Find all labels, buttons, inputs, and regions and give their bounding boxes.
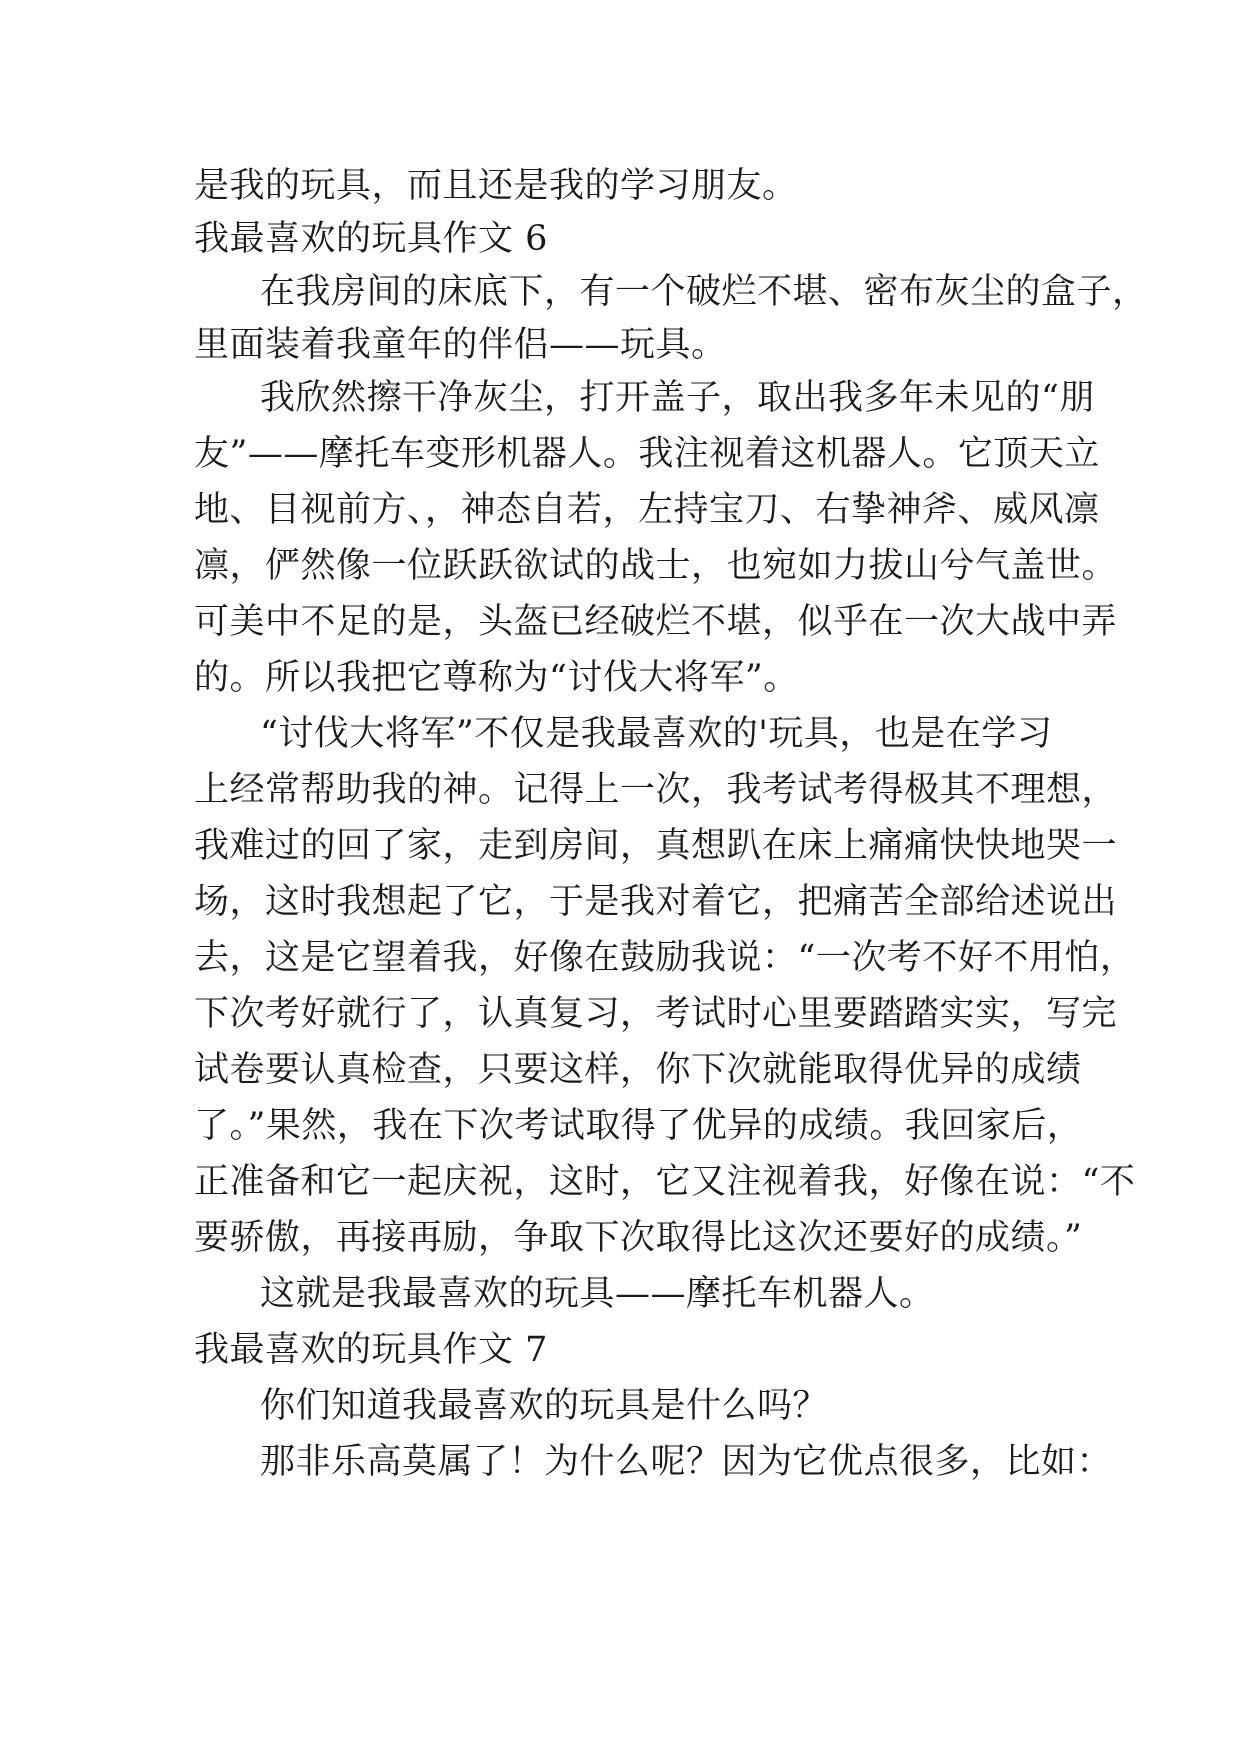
text-line: 去，这是它望着我，好像在鼓励我说：“一次考不好不用怕，	[194, 938, 1136, 978]
text-line: 可美中不足的是，头盔已经破烂不堪，似乎在一次大战中弄	[194, 602, 1118, 642]
text-line: 场，这时我想起了它，于是我对着它，把痛苦全部给述说出	[194, 882, 1118, 922]
text-line: 的。所以我把它尊称为“讨伐大将军”。	[194, 658, 799, 698]
text-line: 凛，俨然像一位跃跃欲试的战士，也宛如力拔山兮气盖世。	[194, 546, 1118, 586]
text-line: 这就是我最喜欢的玩具——摩托车机器人。	[260, 1274, 935, 1314]
text-line: 我难过的回了家，走到房间，真想趴在床上痛痛快快地哭一	[194, 826, 1118, 866]
text-line: 那非乐高莫属了！为什么呢？因为它优点很多，比如：	[260, 1442, 1113, 1482]
text-line: 地、目视前方、，神态自若，左持宝刀、右挚神斧、威风凛	[194, 490, 1100, 530]
text-line: 里面装着我童年的伴侣——玩具。	[194, 325, 727, 365]
text-line: 下次考好就行了，认真复习，考试时心里要踏踏实实，写完	[194, 994, 1118, 1034]
text-line: “讨伐大将军”不仅是我最喜欢的'玩具，也是在学习	[260, 714, 1053, 754]
text-line: 了。”果然，我在下次考试取得了优异的成绩。我回家后，	[194, 1106, 1083, 1146]
text-line: 友”——摩托车变形机器人。我注视着这机器人。它顶天立	[194, 434, 1100, 474]
text-line: 上经常帮助我的神。记得上一次，我考试考得极其不理想，	[194, 770, 1118, 810]
text-line: 在我房间的床底下，有一个破烂不堪、密布灰尘的盒子，	[260, 272, 1148, 312]
text-line: 要骄傲，再接再励，争取下次取得比这次还要好的成绩。”	[194, 1218, 1083, 1258]
text-line: 你们知道我最喜欢的玩具是什么吗？	[260, 1386, 829, 1426]
text-line: 是我的玩具，而且还是我的学习朋友。	[194, 166, 798, 206]
text-line: 试卷要认真检查，只要这样，你下次就能取得优异的成绩	[194, 1050, 1082, 1090]
text-line: 我欣然擦干净灰尘，打开盖子，取出我多年未见的“朋	[260, 378, 1095, 418]
section-heading: 我最喜欢的玩具作文 6	[194, 219, 548, 259]
section-heading: 我最喜欢的玩具作文 7	[194, 1330, 548, 1370]
text-line: 正准备和它一起庆祝，这时，它又注视着我，好像在说：“不	[194, 1162, 1136, 1202]
